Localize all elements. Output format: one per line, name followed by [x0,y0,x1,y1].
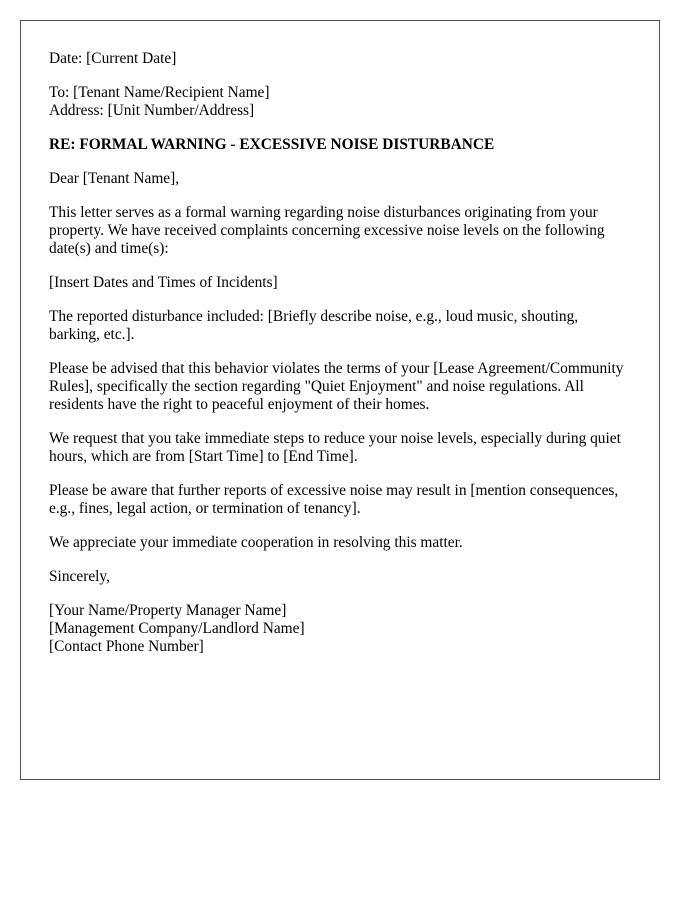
closing: Sincerely, [49,568,110,585]
body-paragraph-incident-dates: [Insert Dates and Times of Incidents] [49,274,278,291]
signature-company: [Management Company/Landlord Name] [49,620,305,637]
salutation: Dear [Tenant Name], [49,170,180,187]
recipient-line: To: [Tenant Name/Recipient Name] [49,84,270,101]
body-paragraph-request: We request that you take immediate steps to reduce your noise levels, especially during quiet hours, which are from [Start Time] to [End Time]. [49,430,621,465]
body-paragraph-intro: This letter serves as a formal warning regarding noise disturbances originating from your property. We have received complaints concerning excessive noise levels on the following date(s) and time(s): [49,204,605,257]
body-paragraph-violation: Please be advised that this behavior violates the terms of your [Lease Agreement/Community Rules], specifically the section regarding "Quiet Enjoyment" and noise regulations. All residents have the right to peaceful enjoyment of their homes. [49,360,624,413]
signature-phone: [Contact Phone Number] [49,638,204,655]
signature-block [49,602,631,656]
body-paragraph-disturbance: The reported disturbance included: [Briefly describe noise, e.g., loud music, shouting, barking, etc.]. [49,308,579,343]
signature-name: [Your Name/Property Manager Name] [49,602,287,619]
body-paragraph-appreciation: We appreciate your immediate cooperation in resolving this matter. [49,534,463,551]
body-paragraph-consequences: Please be aware that further reports of excessive noise may result in [mention consequences, e.g., fines, legal action, or termination of tenancy]. [49,482,619,517]
recipient-block [49,84,631,120]
letter-document [20,20,660,780]
address-line: Address: [Unit Number/Address] [49,102,255,119]
date-line: Date: [Current Date] [49,50,177,67]
subject-line: RE: FORMAL WARNING - EXCESSIVE NOISE DISTURBANCE [49,136,495,153]
